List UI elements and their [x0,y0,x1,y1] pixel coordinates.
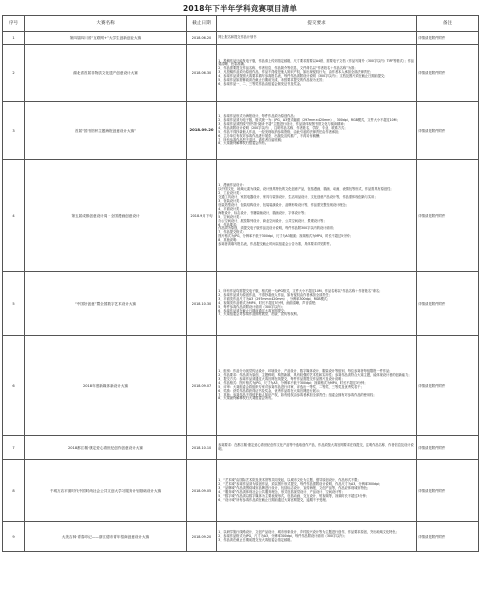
remark-note: 详情请见附件附件 [417,460,479,522]
requirement-line: 6、主办单位有权对参赛作品进行展览、出版及宣传推广，不再另付稿酬； [218,133,323,138]
requirement-line: 7、作品提交格式： [218,230,246,235]
requirement-line: 6、参赛作品一、二、三等奖作品由组委会颁发证书及奖金。 [218,81,304,86]
deadline-date: 2018.06.30 [187,45,217,102]
submission-requirements [217,522,417,552]
requirement-line: 包装造型设计、包装结构设计、包装装潢设计、品牌形象设计等，作品需完整呈现设计理念； [218,202,349,207]
requirement-line: 1、参赛作品形式为海报设计，每件作品须为原创作品； [218,114,297,119]
requirement-line: 2、工业设计类： [218,191,243,196]
requirement-line: 1、所有作品均需提交电子版，格式统一为JPG格式，文件大小不超过10M，作品名称以“作品名称＋作者姓名”命名； [218,289,383,294]
requirement-line: 1、以研学旅行线路设计、文创产品设计、城市形象设计、乡村振兴设计等为主题进行创作，作品要求原创，突出地域文化特色； [218,529,399,534]
requirement-line: 4、参赛作品须按照大赛要求填写参赛报名表，每件作品须附设计说明（300字以内）；文档及图片须在截止日期前提交； [218,74,388,79]
submission-requirements [217,272,417,336]
requirement-line: 3、凡投稿作品须为原创作品，作品不得侵犯他人知识产权，如出现侵权行为，由作者本人承担全部法律责任； [218,70,374,75]
row-number: 2 [3,45,25,102]
row-number: 7 [3,436,25,460]
header-date: 截止日期 [187,16,217,32]
deadline-date: 2018.06.20 [187,32,217,45]
document-title: 2018年下半年学科竞赛项目清单 [182,4,298,13]
requirement-line: 3、提交方式：参赛作品须通过大赛官网在线提交，每件作品需提交作品图片及设计说明； [218,376,345,381]
requirement-line: 2、作品需要提交作品名称、作者信息、作品简介等信息，文件命名以“作者姓名＋作品名称”为准； [218,66,358,71]
table-header-row [3,16,479,32]
requirement-line: 图片格式为JPG，分辨率不低于300dpi，尺寸为A3版面；视频格式为MP4，时长不超过5分钟； [218,234,353,239]
requirement-line: 2、“艺术城”参赛作品须为原创作品，须以图片形式提交，每件作品需附设计说明，作品尺寸为A3，分辨率300dpi； [218,481,383,486]
requirement-line: 7、所有参赛作品恕不退还，请作者自留底稿； [218,137,284,142]
requirement-line: 参赛要求：在都江堰·康定爱心湾世纪创作文化产品等中选取创作产品，作品须按大赛官网要求在线提交，注明作品名称、作者信息及设计说明。 [218,442,414,451]
requirement-line: 4、“服务城”作品须体现社会公共服务理念，形式包括视觉设计、产品设计、空间设计等； [218,489,345,494]
table-row [3,436,479,460]
competition-name: 大美吉林·青春印记——浙江德市青年招商创意设计大赛 [25,522,187,552]
table-row [3,32,479,45]
header-requirements: 提交要求 [217,16,417,32]
requirement-line: 7、其他：参赛作品不得侵犯他人知识产权，如有侵权由参赛者承担全部责任；组委会拥有对参赛作品的使用权； [218,392,377,397]
header-no: 序号 [3,16,25,32]
requirement-line: 5、“数字城”作品须以数字媒体为主要表现形式，包括动画、交互设计、短视频等，视频时长不超过3分钟； [218,493,369,498]
remark-note: 详情请见附件附件 [417,160,479,272]
row-number: 9 [3,522,25,552]
row-number: 5 [3,272,25,336]
remark-note: 详情请见附件附件 [417,102,479,160]
submission-requirements [217,160,417,272]
row-number: 4 [3,160,25,272]
competition-name: 2018都江堰·康定爱心湾世纪创作创意设计大赛 [25,436,187,460]
remark-note: 详情请见附件附件 [417,272,479,336]
requirement-line: 1、漫画作品设计： [218,183,246,188]
requirement-line: 3、作品须在截止日期前提交至大赛组委会指定邮箱。 [218,537,294,542]
deadline-date: 2018.09.20 [187,522,217,552]
requirement-line: 8、其他说明： [218,238,240,243]
requirement-line: 办公空间设计、展览陈列设计、商业空间设计、公共空间设计、景观设计等； [218,218,327,223]
requirement-line: 参赛者须填写报名表，作品提交截止时间以组委会公告为准，具体要求详见附件。 [218,242,333,247]
competition-name: 湖北省首届非物质文化遗产创意设计大赛 [25,45,187,102]
table-row [3,160,479,272]
competition-name: 第四届四川省“互联网+”大学生创新创业大赛 [25,32,187,45]
requirement-line: 1、“艺术城”由国际艺术院及美术馆等共同发起，以城市文化为主题，倡导原创设计，作品形式不限； [218,477,361,482]
competition-name: “中国好创意”暨全国数字艺术设计大赛 [25,272,187,336]
remark-note: 详情请见附件附件 [417,522,479,552]
submission-requirements [217,45,417,102]
requirement-line: 4、作品须附设计说明（200字以内），注明作品名称、作者姓名、学院、专业、联系方式； [218,125,348,130]
table-row [3,336,479,436]
competition-name: 2018年度新媒体新设计大赛 [25,336,187,436]
requirement-line: 2、作品要求：作品须为原创，主题鲜明，构思新颖，具有较强的艺术性和实用性；参赛作品须符合大赛主题，能体现设计者的创新能力； [218,372,412,377]
row-number: 8 [3,460,25,522]
remark-note: 详情请见附件附件 [417,45,479,102]
requirement-line: 6、奖励：获奖作品将获得证书及奖金，优秀作品将在大赛官网进行展示； [218,388,323,393]
table-row [3,522,479,552]
competition-name: 首届“国书馆杯主题海报创意设计大赛” [25,102,187,160]
header-name: 大赛名称 [25,16,187,32]
deadline-date: 2018.09.20 [187,102,217,160]
requirement-line: 1、组别：作品分为视觉传达设计、环境设计、产品设计、数字媒体设计、服装设计等组别，每位参赛者每组限报一件作品； [218,369,393,374]
requirement-line: 8、大赛最终解释权归组委会所有。 [218,141,269,146]
requirement-line: 2、参赛作品须为原创作品，不得抄袭他人作品，如有侵权由作者承担全部责任； [218,292,332,297]
requirement-line: 3、包装设计类： [218,199,243,204]
row-number: 3 [3,102,25,160]
deadline-date: 2018.09.07 [187,336,217,436]
submission-requirements [217,436,417,460]
requirement-line: 4、作品格式：图片格式为JPG，尺寸为A3，分辨率不低于300dpi；视频格式为MP4，时长不超过3分钟； [218,380,368,385]
deadline-date: 2018.10.30 [187,272,217,336]
requirement-line: 2、参赛作品格式为JPG，尺寸为A3，分辨率300dpi，每件作品附设计说明（300字以内）； [218,533,348,538]
header-note: 备注 [417,16,479,32]
requirement-line: 以中国文化、地域元素为线索，设计独具特色的文化创意产品，包括漫画、插画、动画、表情包等形式，作品需具有原创性； [218,187,394,192]
submission-requirements [217,32,417,45]
row-number: 6 [3,336,25,436]
requirement-line: 作品须为原创，须提交电子版作品及设计说明，每件作品附300字以内的设计说明； [218,226,336,231]
requirement-line: 网上报名和提交作品计划书 [218,35,257,40]
deadline-date: 2018.09.05 [187,460,217,522]
requirement-line: 8、大赛最终解释权归大赛组委会所有。 [218,396,275,401]
requirement-line: 5、作品不得抄袭他人作品，一经发现取消参赛资格，由此引起的法律责任由作者承担； [218,129,342,134]
requirement-line: 5、评审：大赛组委会将组织专家对参赛作品进行评审，评选出一等奖、二等奖、三等奖及优秀奖若干； [218,384,364,389]
submission-requirements [217,460,417,522]
table-row [3,45,479,102]
requirement-line: 3、“品牌城”作品须围绕城市品牌进行设计，包括标志设计、宣传海报、文创产品等，作品应体现城市特色； [218,485,371,490]
table-row [3,102,479,160]
requirement-line: 4、视频类作品格式为MP4，时长不超过5分钟，画面清晰，声音清楚； [218,300,319,305]
competition-name: 千城万店平面时代中国时尚社会公共文创大学习服务计划基础设计大赛 [25,460,187,522]
requirement-line: 5、参赛作品如需修改须在截止日期前完成，未按要求提交的作品视为无效； [218,78,326,83]
competition-name: 第五届成都创意设计周 · 全国漫画创意设计 [25,160,187,272]
requirement-line: 3、参赛作品须围绕“图书馆·阅读·书香”主题进行设计，作品须体现图书馆文化与阅读精神； [218,121,347,126]
table-row [3,460,479,522]
remark-note: 详情请见附件附件 [417,32,479,45]
requirement-line: 海报设计、标志设计、书籍装帧设计、插画设计、字体设计等； [218,210,308,215]
submission-requirements [217,336,417,436]
requirement-line: 6、“设计城”所有参赛作品须在截止日期前通过大赛官网提交，逾期不予受理。 [218,497,329,502]
remark-note: 详情请见附件附件 [417,436,479,460]
remark-note: 详情请见附件附件 [417,336,479,436]
requirement-line: 交通工具设计、家居电器设计、家具与装饰设计、生活用品设计、文化创意产品设计等，作品需体现创新与实用； [218,195,378,200]
requirement-line: 7、大赛组委会对参赛作品拥有展览、出版、宣传等权利。 [218,312,300,317]
requirement-line: 5、空间设计类： [218,214,243,219]
competition-table [2,15,479,552]
requirement-line: 6、作品要求： [218,222,240,227]
requirement-line: 6、参赛作品须在截止日期前通过大赛官网提交； [218,308,288,313]
row-number: 1 [3,32,25,45]
deadline-date: 2018.10.10 [187,436,217,460]
table-row [3,272,479,336]
requirement-line: 2、参赛作品须为电子版，格式统一为：JPG，A3竖式幅面（297mm×420mm），300dpi，RGB模式，文件大小不超过10M； [218,117,400,122]
requirement-line: 5、每件参赛作品须附设计说明（300字以内）； [218,304,286,309]
submission-requirements [217,102,417,160]
requirement-line: 4、平面设计类： [218,206,243,211]
requirement-line: 3、平面类作品尺寸为A3（297mm×420mm），分辨率300dpi，RGB模式； [218,296,331,301]
requirement-line: 1、投稿作品只能发电子版，作品请上传到指定邮箱，尺寸要求需要以A4纸、需要电子文档（作品写简介（300字以内）TIFF等格式）；作品要清晰、色彩准确。 [218,58,414,67]
deadline-date: 2018.9月下旬 [187,160,217,272]
